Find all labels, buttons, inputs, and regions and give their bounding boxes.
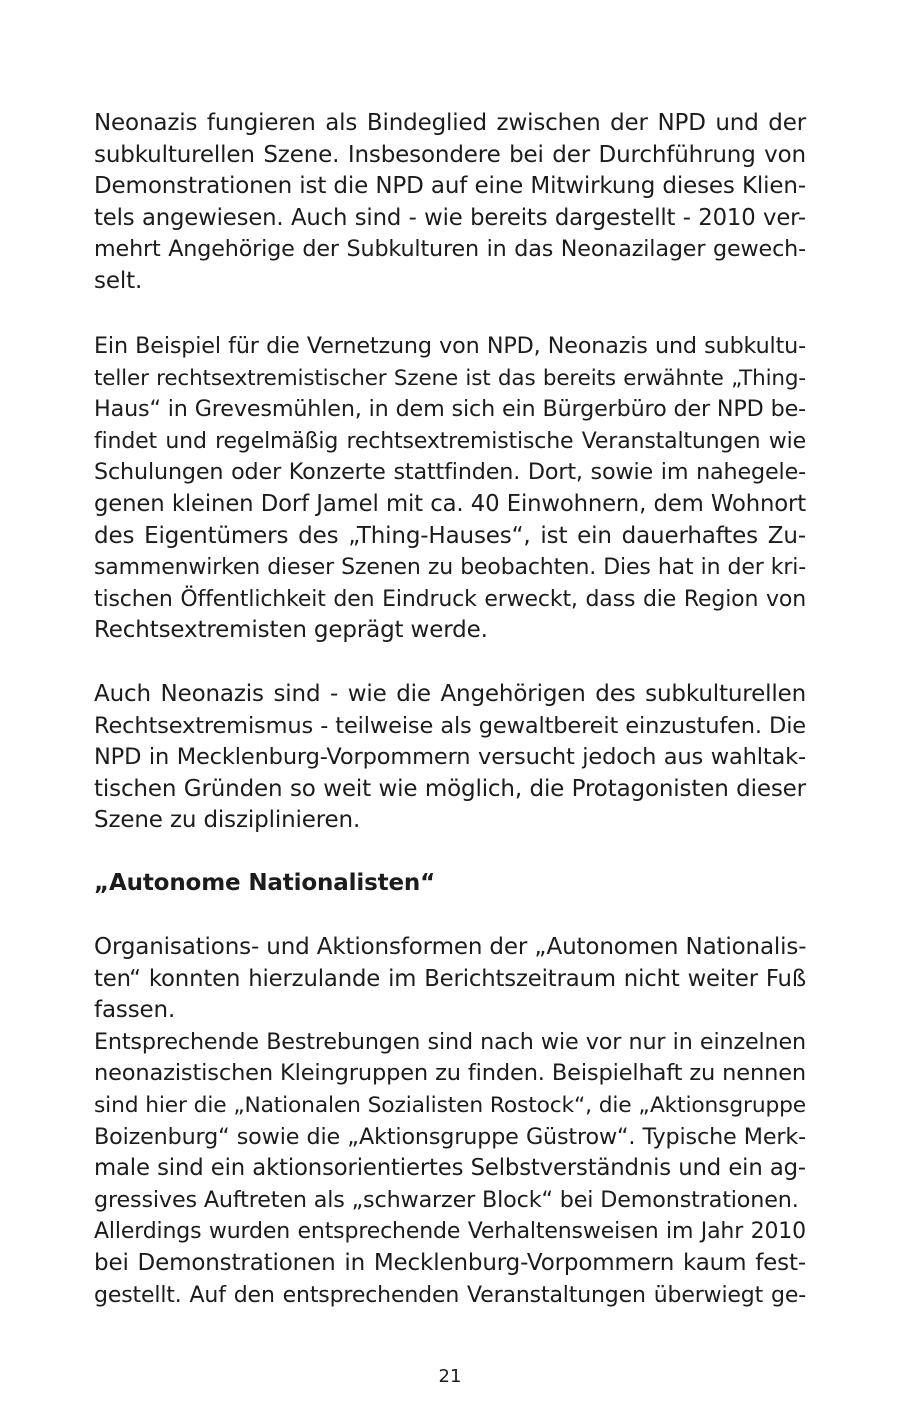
text-line: mehrt Angehörige der Subkulturen in das Neonazilager gewech- <box>94 236 806 263</box>
paragraph-neonazis-bindeglied <box>94 108 806 298</box>
text-line: Organisations- und Aktionsformen der „Autonomen Nationalis- <box>94 934 807 960</box>
text-line: fassen. <box>94 997 176 1024</box>
text-line: findet und regelmäßig rechtsextremistische Veranstaltungen wie <box>94 428 806 454</box>
paragraph-autonome-nationalisten <box>94 932 806 1311</box>
page-number: 21 <box>438 1366 462 1387</box>
text-line: sind hier die „Nationalen Sozialisten Rostock“, die „Aktionsgruppe <box>94 1092 806 1118</box>
text-line: des Eigentümers des „Thing-Hauses“, ist ein dauerhaftes Zu- <box>94 522 806 549</box>
text-line: gestellt. Auf den entsprechenden Veranstaltungen überwiegt ge- <box>94 1282 806 1308</box>
text-line: Rechtsextremisten geprägt werde. <box>94 617 488 644</box>
text-line: teller rechtsextremistischer Szene ist das bereits erwähnte „Thing- <box>94 365 806 391</box>
text-line: Szene zu disziplinieren. <box>94 807 361 834</box>
text-line: Demonstrationen ist die NPD auf eine Mitwirkung dieses Klien- <box>94 173 806 200</box>
paragraph-gewaltbereitschaft <box>94 679 806 837</box>
text-line: Boizenburg“ sowie die „Aktionsgruppe Güstrow“. Typische Merk- <box>94 1123 806 1150</box>
text-line: subkulturellen Szene. Insbesondere bei der Durchführung von <box>94 141 806 168</box>
text-line: NPD in Mecklenburg-Vorpommern versucht jedoch aus wahltak- <box>94 744 806 771</box>
text-line: Neonazis fungieren als Bindeglied zwischen der NPD und der <box>94 110 806 136</box>
text-line: bei Demonstrationen in Mecklenburg-Vorpommern kaum fest- <box>94 1249 806 1276</box>
text-line: ten“ konnten hierzulande im Berichtszeitraum nicht weiter Fuß <box>94 965 806 992</box>
text-line: Allerdings wurden entsprechende Verhaltensweisen im Jahr 2010 <box>94 1219 806 1245</box>
text-line: Haus“ in Grevesmühlen, in dem sich ein Bürgerbüro der NPD be- <box>94 396 806 423</box>
paragraph-vernetzung-beispiel <box>94 331 806 647</box>
text-line: Auch Neonazis sind - wie die Angehörigen des subkulturellen <box>94 681 806 707</box>
text-line: sammenwirken dieser Szenen zu beobachten. Dies hat in der kri- <box>94 555 806 581</box>
text-line: Entsprechende Bestrebungen sind nach wie vor nur in einzelnen <box>94 1028 806 1055</box>
text-line: Ein Beispiel für die Vernetzung von NPD, Neonazis und subkultu- <box>94 333 806 359</box>
section-heading: „Autonome Nationalisten“ <box>94 870 436 896</box>
text-line: tels angewiesen. Auch sind - wie bereits dargestellt - 2010 ver- <box>94 204 806 231</box>
text-line: selt. <box>94 267 143 294</box>
text-line: tischen Öffentlichkeit den Eindruck erweckt, dass die Region von <box>94 586 806 612</box>
text-line: neonazistischen Kleingruppen zu finden. Beispielhaft zu nennen <box>94 1060 806 1087</box>
text-line: gressives Auftreten als „schwarzer Block“ bei Demonstrationen. <box>94 1186 799 1213</box>
text-line: male sind ein aktionsorientiertes Selbstverständnis und ein ag- <box>94 1155 806 1182</box>
text-line: Rechtsextremismus - teilweise als gewaltbereit einzustufen. Die <box>94 712 806 739</box>
text-line: genen kleinen Dorf Jamel mit ca. 40 Einwohnern, dem Wohnort <box>94 490 806 517</box>
text-line: tischen Gründen so weit wie möglich, die Protagonisten dieser <box>94 775 806 802</box>
text-line: Schulungen oder Konzerte stattfinden. Dort, sowie im nahegele- <box>94 459 806 486</box>
